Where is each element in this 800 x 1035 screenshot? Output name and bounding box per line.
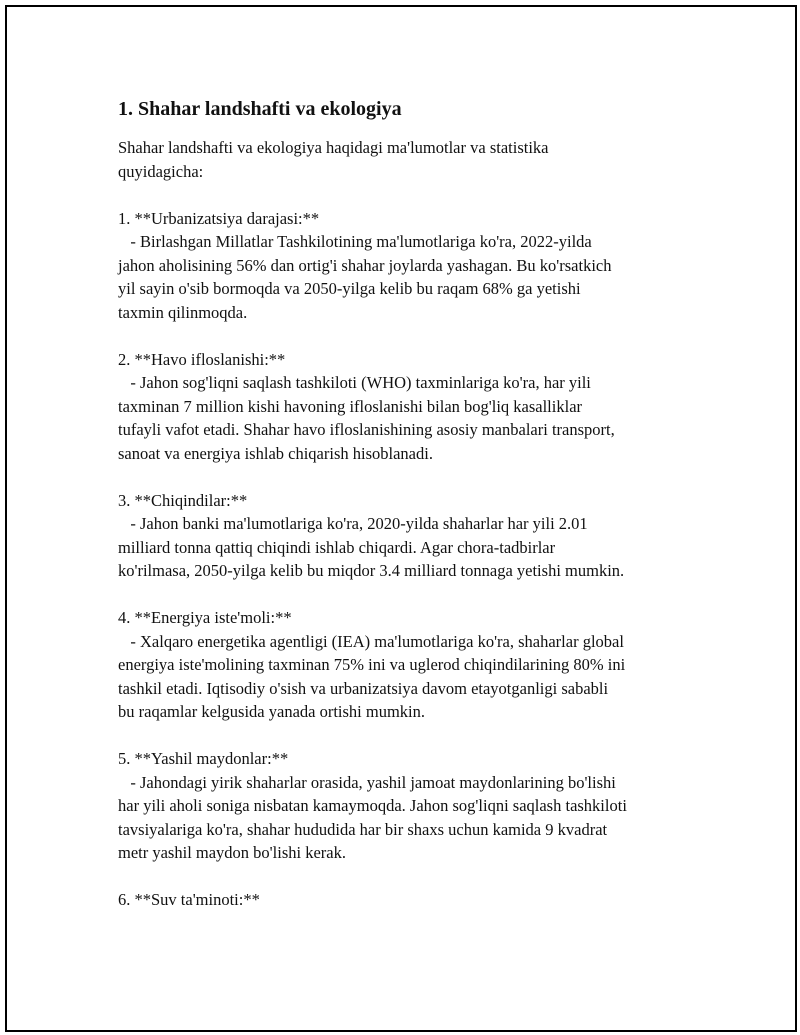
item-title: 2. **Havo ifloslanishi:** xyxy=(118,349,286,369)
item-line: - Jahondagi yirik shaharlar orasida, yashil jamoat maydonlarining bo'lishi xyxy=(118,772,616,792)
intro-line: Shahar landshafti va ekologiya haqidagi ma'lumotlar va statistika xyxy=(118,138,549,157)
item-line: - Xalqaro energetika agentligi (IEA) ma'lumotlariga ko'ra, shaharlar global xyxy=(118,631,624,651)
item-line: metr yashil maydon bo'lishi kerak. xyxy=(118,843,346,862)
item-title: 5. **Yashil maydonlar:** xyxy=(118,749,289,768)
item-line: har yili aholi soniga nisbatan kamaymoqda. Jahon sog'liqni saqlash tashkiloti xyxy=(118,796,627,815)
item-line: tufayli vafot etadi. Shahar havo ifloslanishining asosiy manbalari transport, xyxy=(118,420,615,439)
paragraph-spacer xyxy=(118,583,718,607)
paragraph-spacer xyxy=(118,465,718,489)
item-line: jahon aholisining 56% dan ortig'i shahar joylarda yashagan. Bu ko'rsatkich xyxy=(118,255,612,275)
paragraph-spacer xyxy=(118,183,718,207)
item-line: tavsiyalariga ko'ra, shahar hududida har bir shaxs uchun kamida 9 kvadrat xyxy=(118,819,608,839)
item-line: ko'rilmasa, 2050-yilga kelib bu miqdor 3.4 milliard tonnaga yetishi mumkin. xyxy=(118,561,625,580)
item-line: yil sayin o'sib bormoqda va 2050-yilga kelib bu raqam 68% ga yetishi xyxy=(118,279,581,298)
document-content xyxy=(118,96,718,912)
item-title: 4. **Energiya iste'moli:** xyxy=(118,608,292,627)
item-line: energiya iste'molining taxminan 75% ini va uglerod chiqindilarining 80% ini xyxy=(118,655,626,674)
item-title: 1. **Urbanizatsiya darajasi:** xyxy=(118,208,320,228)
item-line: - Jahon sog'liqni saqlash tashkiloti (WHO) taxminlariga ko'ra, har yili xyxy=(118,373,591,392)
item-title: 3. **Chiqindilar:** xyxy=(118,490,248,510)
item-line: tashkil etadi. Iqtisodiy o'sish va urbanizatsiya davom etayotganligi sababli xyxy=(118,678,609,698)
paragraph-spacer xyxy=(118,324,718,348)
item-line: taxmin qilinmoqda. xyxy=(118,302,248,322)
item-title: 6. **Suv ta'minoti:** xyxy=(118,890,260,909)
section-heading: 1. Shahar landshafti va ekologiya xyxy=(118,98,402,120)
item-line: milliard tonna qattiq chiqindi ishlab chiqardi. Agar chora-tadbirlar xyxy=(118,537,556,557)
item-line: - Birlashgan Millatlar Tashkilotining ma'lumotlariga ko'ra, 2022-yilda xyxy=(118,232,592,251)
item-line: - Jahon banki ma'lumotlariga ko'ra, 2020-yilda shaharlar har yili 2.01 xyxy=(118,514,588,533)
intro-line: quyidagicha: xyxy=(118,161,204,181)
paragraph-spacer xyxy=(118,865,718,889)
document-page xyxy=(5,5,797,1032)
item-line: sanoat va energiya ishlab chiqarish hisoblanadi. xyxy=(118,443,433,463)
paragraph-spacer xyxy=(118,724,718,748)
item-line: taxminan 7 million kishi havoning ifloslanishi bilan bog'liq kasalliklar xyxy=(118,396,583,416)
item-line: bu raqamlar kelgusida yanada ortishi mumkin. xyxy=(118,702,426,721)
